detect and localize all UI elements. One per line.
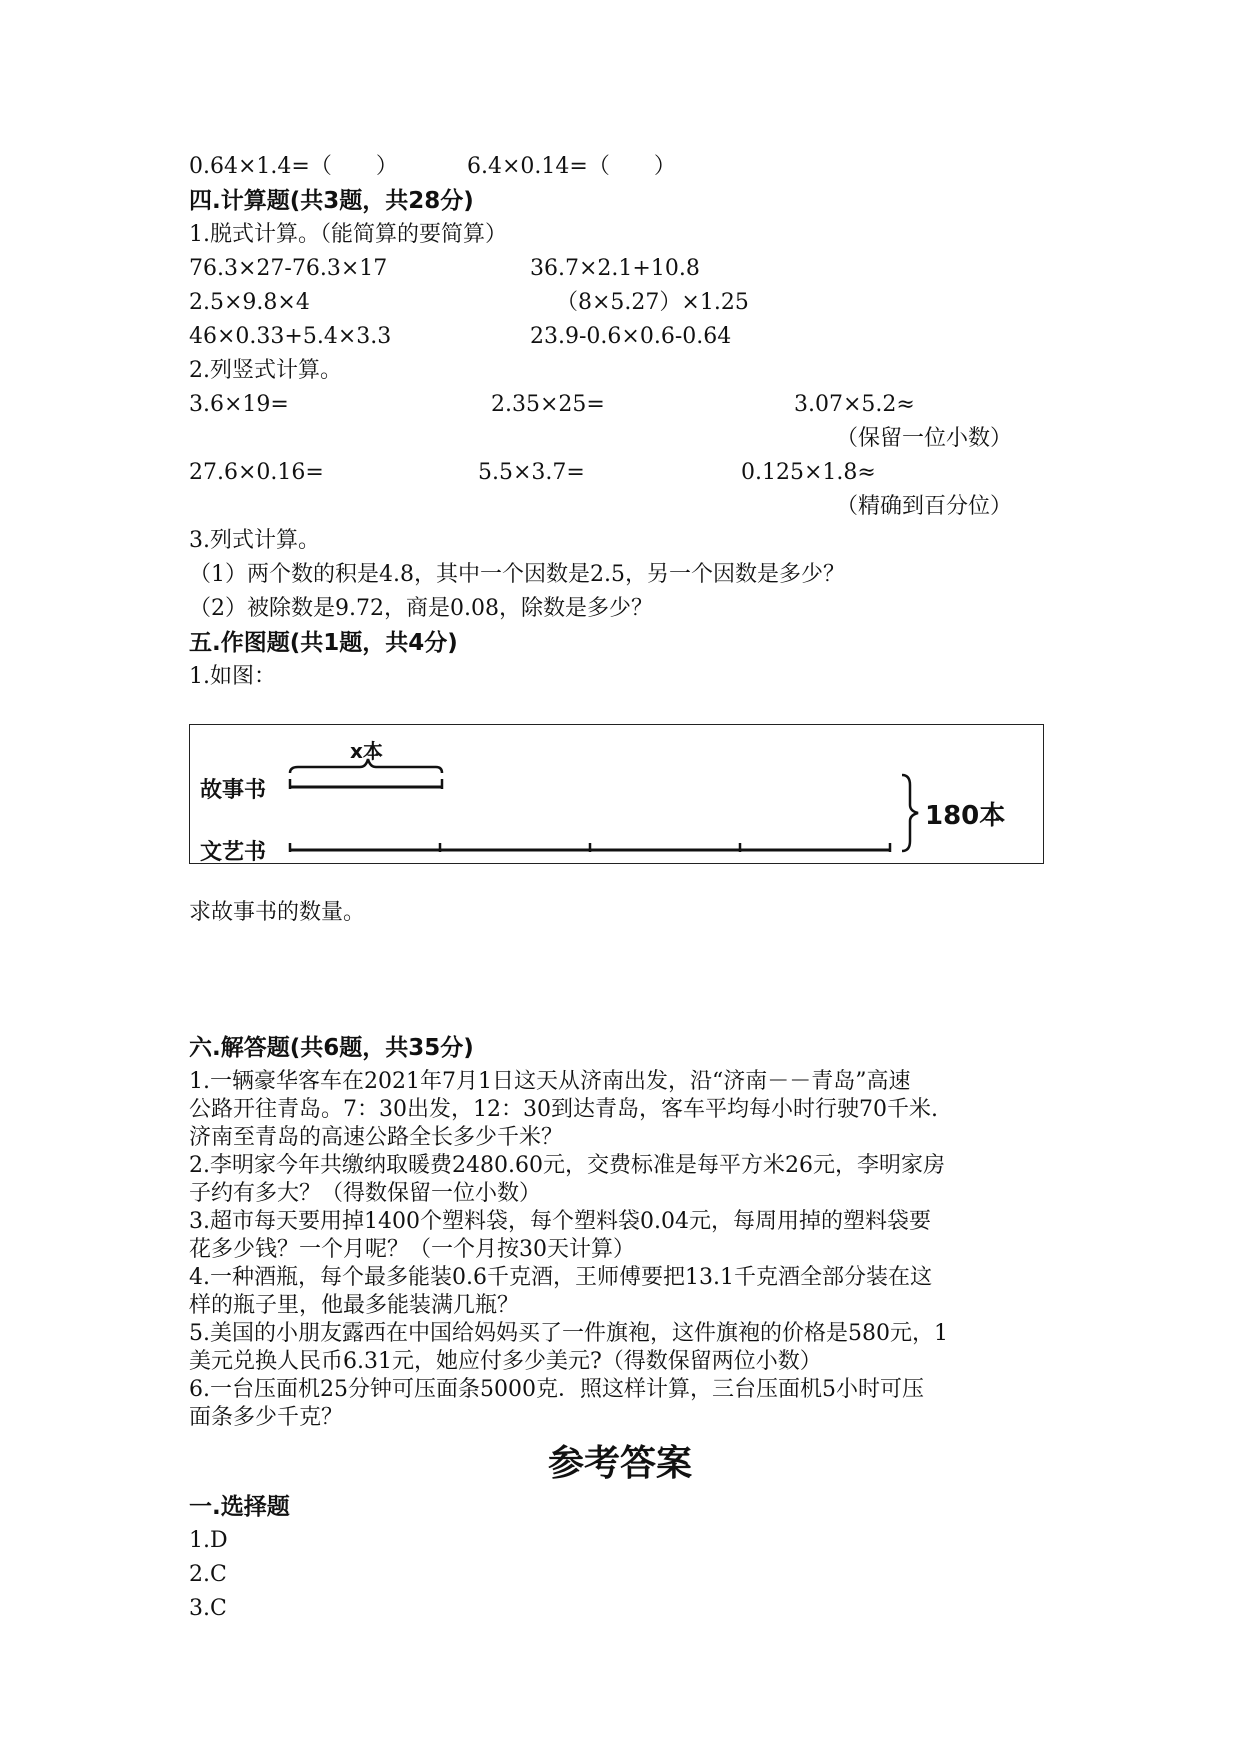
question-line: 1.一辆豪华客车在2021年7月1日这天从济南出发，沿“济南－－青岛”高速 bbox=[189, 1069, 911, 1094]
question-line: 面条多少千克？ bbox=[189, 1405, 344, 1430]
figure-drawing bbox=[190, 725, 1045, 865]
question-line: 样的瓶子里，他最多能装满几瓶？ bbox=[189, 1293, 520, 1318]
expression-right: 6.4×0.14=（ ） bbox=[467, 154, 676, 179]
answer-item: 1.D bbox=[189, 1528, 228, 1553]
note: （保留一位小数） bbox=[836, 426, 1013, 451]
question-text: （2）被除数是9.72，商是0.08，除数是多少？ bbox=[189, 596, 653, 621]
answers-title: 参考答案 bbox=[548, 1443, 693, 1484]
section-heading: 四.计算题(共3题，共28分) bbox=[189, 188, 474, 214]
expression: 36.7×2.1+10.8 bbox=[530, 256, 700, 281]
expression: 3.07×5.2≈ bbox=[794, 392, 915, 417]
line-segment-figure bbox=[189, 724, 1044, 864]
expression: 2.5×9.8×4 bbox=[189, 290, 310, 315]
section-heading: 一.选择题 bbox=[189, 1494, 290, 1520]
question-line: 4.一种酒瓶，每个最多能装0.6千克酒，王师傅要把13.1千克酒全部分装在这 bbox=[189, 1265, 932, 1290]
question-label: 1.脱式计算。（能简算的要简算） bbox=[189, 222, 507, 247]
question-line: 花多少钱？一个月呢？（一个月按30天计算） bbox=[189, 1237, 635, 1262]
expression: 27.6×0.16= bbox=[189, 460, 324, 485]
row-label-story-books: 故事书 bbox=[200, 778, 267, 803]
expression-left: 0.64×1.4=（ ） bbox=[189, 154, 398, 179]
question-line: 5.美国的小朋友露西在中国给妈妈买了一件旗袍，这件旗袍的价格是580元，1 bbox=[189, 1321, 948, 1346]
expression: 76.3×27-76.3×17 bbox=[189, 256, 388, 281]
total-label: 180本 bbox=[925, 801, 1006, 831]
question-line: 济南至青岛的高速公路全长多少千米？ bbox=[189, 1125, 564, 1150]
expression: 5.5×3.7= bbox=[478, 460, 585, 485]
question-text: （1）两个数的积是4.8，其中一个因数是2.5，另一个因数是多少？ bbox=[189, 562, 845, 587]
note: （精确到百分位） bbox=[836, 494, 1013, 519]
question-label: 2.列竖式计算。 bbox=[189, 358, 342, 383]
brace-right bbox=[902, 775, 918, 851]
expression: 23.9-0.6×0.6-0.64 bbox=[530, 324, 732, 349]
row-label-literature-books: 文艺书 bbox=[200, 840, 267, 865]
question-text: 求故事书的数量。 bbox=[189, 900, 366, 925]
question-line: 子约有多大？（得数保留一位小数） bbox=[189, 1181, 542, 1206]
expression: 46×0.33+5.4×3.3 bbox=[189, 324, 392, 349]
expression: 2.35×25= bbox=[491, 392, 605, 417]
section-heading: 五.作图题(共1题，共4分) bbox=[189, 630, 458, 656]
answer-item: 3.C bbox=[189, 1596, 227, 1621]
question-line: 2.李明家今年共缴纳取暖费2480.60元，交费标准是每平方米26元，李明家房 bbox=[189, 1153, 945, 1178]
question-line: 3.超市每天要用掉1400个塑料袋，每个塑料袋0.04元，每周用掉的塑料袋要 bbox=[189, 1209, 931, 1234]
expression: 3.6×19= bbox=[189, 392, 289, 417]
section-heading: 六.解答题(共6题，共35分) bbox=[189, 1035, 474, 1061]
answer-item: 2.C bbox=[189, 1562, 227, 1587]
expression: 0.125×1.8≈ bbox=[741, 460, 876, 485]
question-line: 公路开往青岛。7：30出发，12：30到达青岛，客车平均每小时行驶70千米. bbox=[189, 1097, 938, 1122]
question-label: 3.列式计算。 bbox=[189, 528, 320, 553]
question-label: 1.如图： bbox=[189, 664, 276, 689]
x-label: x本 bbox=[350, 739, 383, 763]
question-line: 美元兑换人民币6.31元，她应付多少美元?（得数保留两位小数） bbox=[189, 1349, 822, 1374]
expression: （8×5.27）×1.25 bbox=[556, 290, 749, 315]
question-line: 6.一台压面机25分钟可压面条5000克．照这样计算，三台压面机5小时可压 bbox=[189, 1377, 924, 1402]
